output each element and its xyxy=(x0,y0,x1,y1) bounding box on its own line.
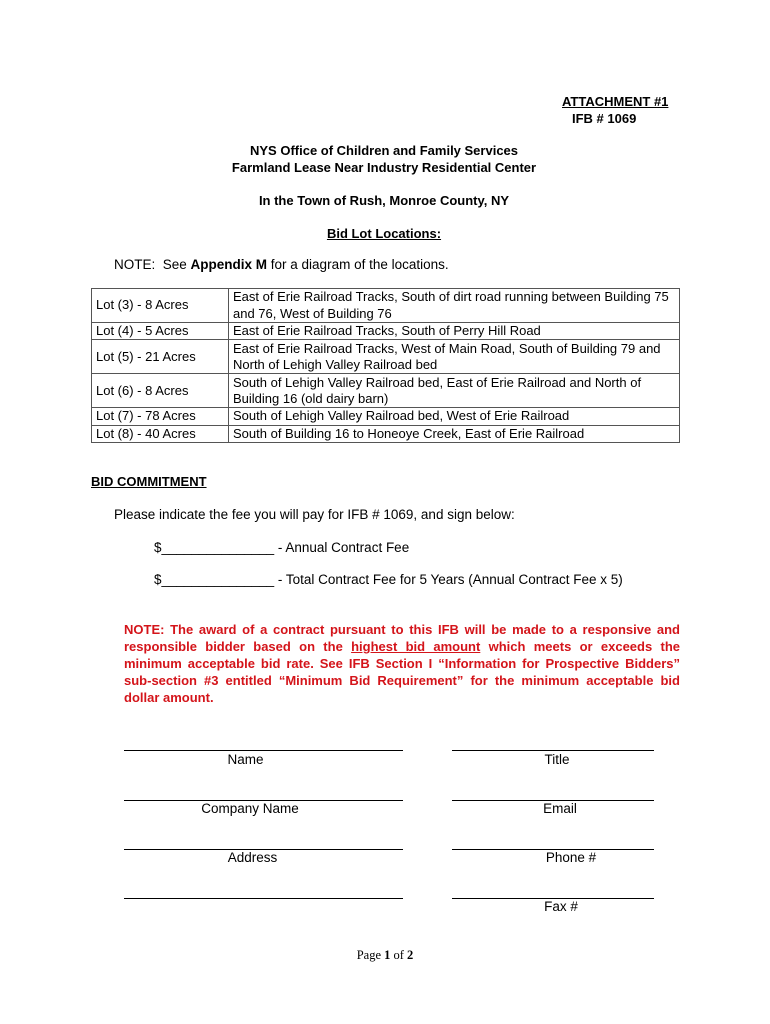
page-footer xyxy=(0,948,770,963)
lot-label: Lot (3) - 8 Acres xyxy=(92,289,229,323)
table-row xyxy=(92,425,680,442)
title-label: Title xyxy=(544,752,570,767)
award-note xyxy=(124,621,680,706)
lot-description: East of Erie Railroad Tracks, South of dirt road running between Building 75 and 76, West of Building 76 xyxy=(229,289,680,323)
lot-label: Lot (7) - 78 Acres xyxy=(92,408,229,425)
lot-description: South of Building 16 to Honeoye Creek, East of Erie Railroad xyxy=(229,425,680,442)
page-word: Page xyxy=(356,948,381,962)
page-of: of xyxy=(393,948,404,962)
annual-fee-field[interactable]: $_______________ - Annual Contract Fee xyxy=(154,540,410,555)
lot-description: South of Lehigh Valley Railroad bed, East of Erie Railroad and North of Building 16 (old dairy barn) xyxy=(229,374,680,408)
name-label: Name xyxy=(227,752,264,767)
table-row xyxy=(92,340,680,374)
appendix-note-suffix: for a diagram of the locations. xyxy=(267,257,449,272)
page-total: 2 xyxy=(407,948,414,962)
lot-label: Lot (4) - 5 Acres xyxy=(92,323,229,340)
bid-instruction: Please indicate the fee you will pay for IFB # 1069, and sign below: xyxy=(114,507,515,522)
appendix-note xyxy=(114,257,449,272)
lot-description: South of Lehigh Valley Railroad bed, West of Erie Railroad xyxy=(229,408,680,425)
phone-label: Phone # xyxy=(545,850,597,865)
title-signature-line[interactable] xyxy=(452,750,654,751)
bid-commitment-heading: BID COMMITMENT xyxy=(91,474,207,489)
fax-label: Fax # xyxy=(544,899,578,914)
project-title: Farmland Lease Near Industry Residential Center xyxy=(231,160,537,175)
company-name-label: Company Name xyxy=(201,801,299,816)
agency-title: NYS Office of Children and Family Services xyxy=(249,143,519,158)
section-heading xyxy=(0,226,769,241)
award-note-part2: which meets or exceeds the minimum acceptable bid rate. See IFB Section I “Information for Prospective Bidders” sub-section #3 entitled “Minimum Bid Requirement” for the minimum acceptable bid dollar amount. xyxy=(124,639,681,705)
table-row xyxy=(92,323,680,340)
address-label: Address xyxy=(227,850,278,865)
appendix-reference: Appendix M xyxy=(190,257,268,272)
table-row xyxy=(92,408,680,425)
page-current: 1 xyxy=(384,948,391,962)
location-title: In the Town of Rush, Monroe County, NY xyxy=(258,193,510,208)
name-signature-line[interactable] xyxy=(124,750,403,751)
bid-lots-table xyxy=(91,288,680,443)
signature-line-blank[interactable] xyxy=(124,898,403,899)
lot-description: East of Erie Railroad Tracks, South of Perry Hill Road xyxy=(229,323,680,340)
total-fee-field[interactable]: $_______________ - Total Contract Fee for 5 Years (Annual Contract Fee x 5) xyxy=(154,572,623,587)
table-row xyxy=(92,374,680,408)
appendix-note-prefix: NOTE: See xyxy=(114,257,191,272)
award-note-highlight: highest bid amount xyxy=(351,639,481,654)
bid-lot-locations-heading: Bid Lot Locations: xyxy=(326,226,442,241)
ifb-number: IFB # 1069 xyxy=(572,111,637,126)
lot-description: East of Erie Railroad Tracks, West of Main Road, South of Building 79 and North of Lehigh Valley Railroad bed xyxy=(229,340,680,374)
lot-label: Lot (8) - 40 Acres xyxy=(92,425,229,442)
email-label: Email xyxy=(543,801,577,816)
lot-label: Lot (5) - 21 Acres xyxy=(92,340,229,374)
table-row xyxy=(92,289,680,323)
award-note-part1: NOTE: The award of a contract pursuant to this IFB will be made to a responsive and responsible bidder based on the xyxy=(124,622,680,654)
lot-label: Lot (6) - 8 Acres xyxy=(92,374,229,408)
attachment-label: ATTACHMENT #1 xyxy=(562,94,669,109)
